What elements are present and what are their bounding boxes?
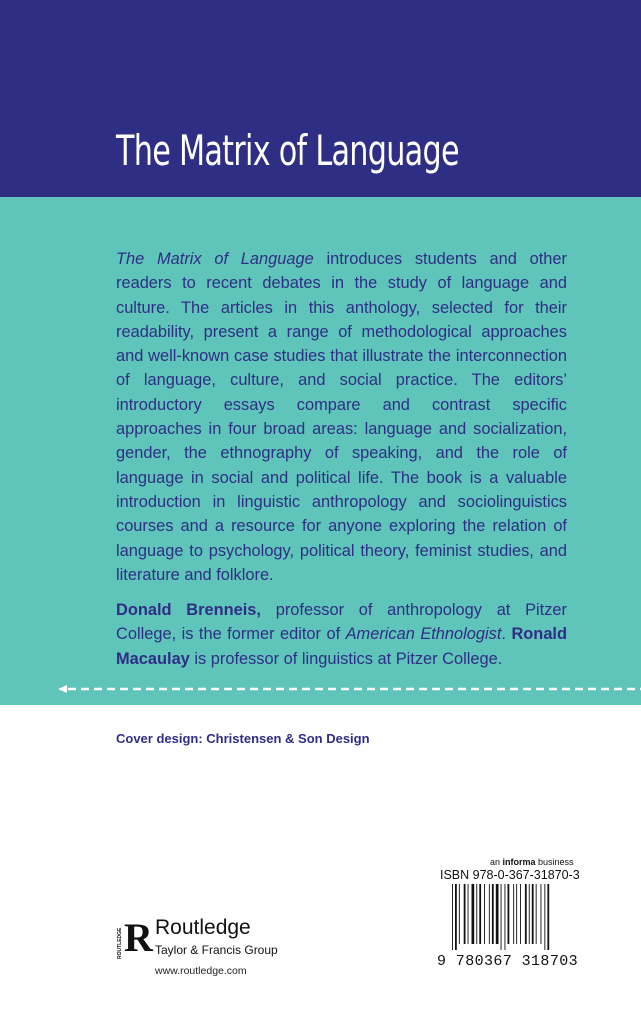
journal-name: American Ethnologist [345,625,502,644]
editor-2-text: is professor of linguistics at Pitzer College. [189,649,503,668]
barcode-bar [455,884,457,950]
barcode-bar [464,884,466,944]
barcode-bar [532,884,534,944]
bio-period: . [501,625,512,644]
barcode-bar [472,884,475,944]
barcode-bar [547,884,549,950]
barcode-bar [496,884,499,944]
informa-prefix: an [490,857,503,867]
editor-1-text: professor of anthropology at Pitzer College, is the former editor of [116,601,567,644]
barcode-bar [513,884,514,944]
barcode-bar [541,884,542,944]
publisher-group: Taylor & Francis Group [155,943,278,957]
routledge-logo-icon [117,913,153,960]
informa-suffix: business [535,857,574,867]
barcode [452,884,558,950]
barcode-bar [520,884,521,944]
book-blurb [116,247,567,587]
editor-1-name: Donald Brenneis, [116,601,261,619]
barcode-bar [489,884,490,944]
barcode-bar [501,884,502,950]
barcode-bar [459,884,460,944]
publisher-name: Routledge [155,916,251,939]
barcode-bar [529,884,530,944]
barcode-bar [492,884,494,944]
barcode-bar [516,884,517,944]
arrow-head [58,685,67,693]
publisher-website: www.routledge.com [155,965,247,977]
barcode-number: 9 780367 318703 [437,953,579,970]
barcode-bar [484,884,485,944]
informa-brand: informa [502,857,536,867]
dashed-arrow [58,684,641,694]
blurb-text: introduces students and other readers to recent debates in the study of language and culture. The articles in this anthology, selected for their readability, present a range of methodological approaches and well-known case studies that illustrate the interconnection of language, culture, and social practice. The editors’ introductory essays compare and contrast specific approaches in four broad areas: language and socialization, gender, the ethnography of speaking, and the role of language in social and political life. The book is a valuable introduction in linguistic anthropology and sociolinguistics courses and a resource for anyone exploring the relation of language to psychology, political theory, feminist studies, and literature and folklore. [116,250,567,584]
barcode-bar [544,884,545,950]
barcode-bar [505,884,506,950]
barcode-bar [452,884,453,950]
logo-letter: R [124,915,153,960]
isbn: ISBN 978-0-367-31870-3 [440,868,580,882]
barcode-bar [525,884,527,944]
informa-tagline [490,857,574,867]
barcode-bar [479,884,481,944]
barcode-bar [468,884,469,944]
barcode-bar [536,884,537,944]
logo-vertical-text: ROUTLEDGE [117,927,123,959]
blurb-title-italic: The Matrix of Language [116,250,314,268]
cover-design-credit: Cover design: Christensen & Son Design [116,731,370,746]
editor-2-name: Ronald Macaulay [116,625,567,668]
book-title: The Matrix of Language [116,126,459,175]
editors-bio [116,598,567,671]
barcode-bar [508,884,510,944]
barcode-bar [476,884,477,944]
